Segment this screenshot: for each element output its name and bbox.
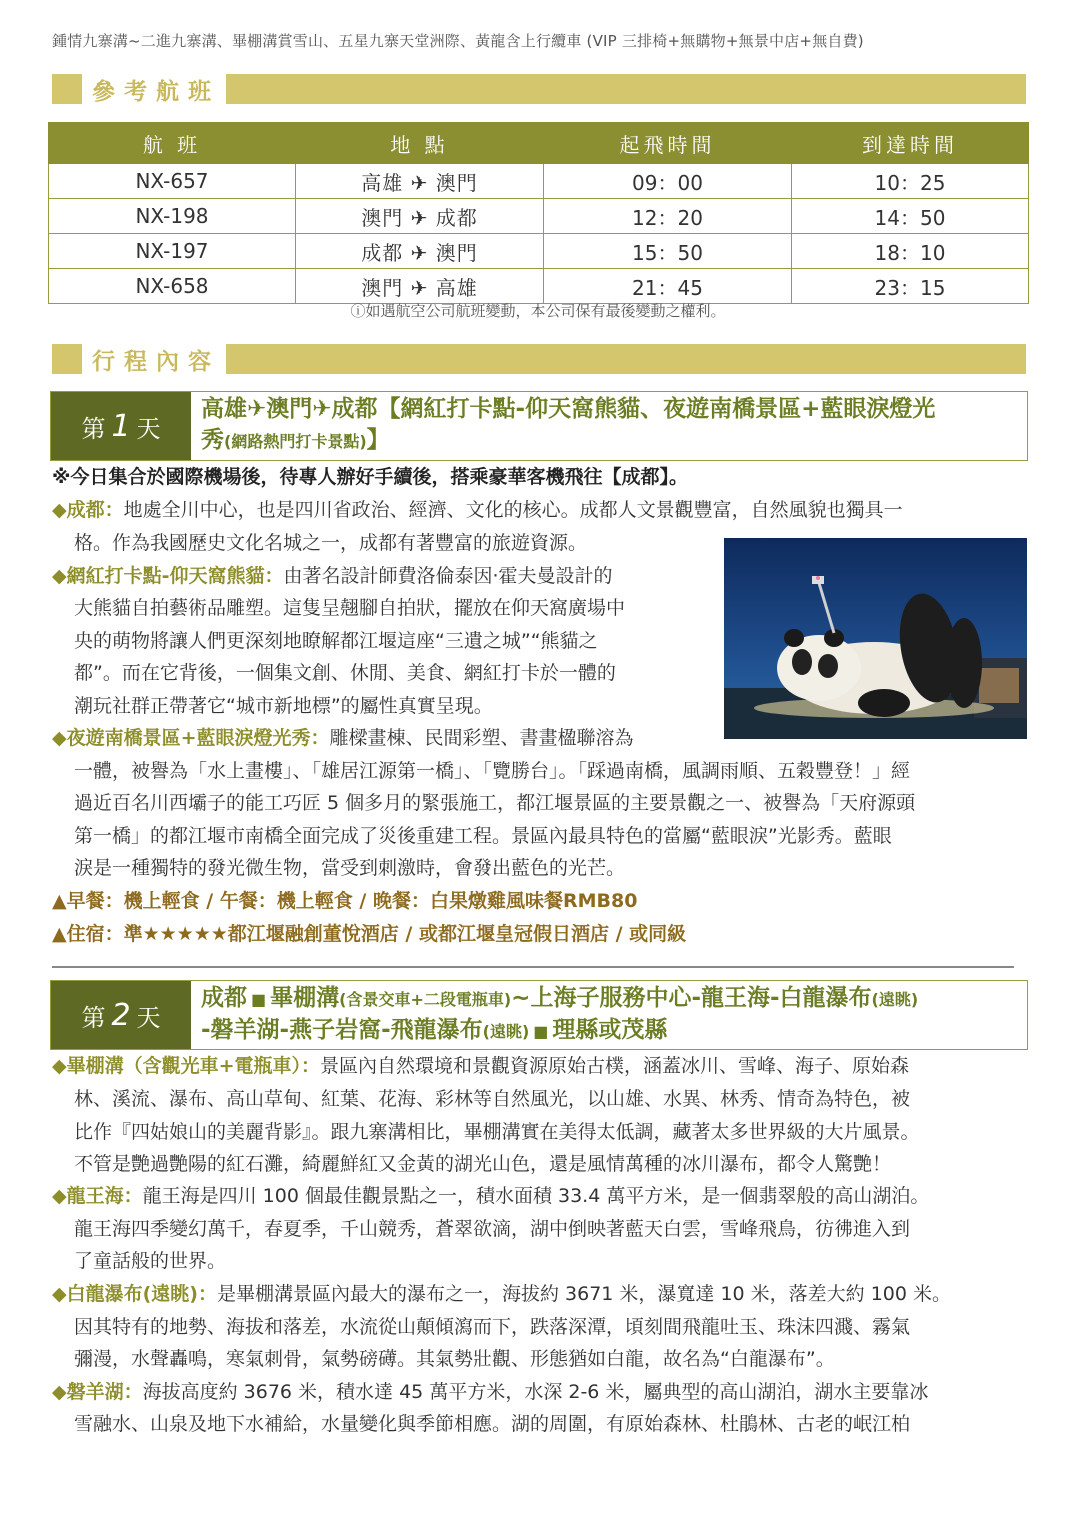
bridge-paragraph: ◆夜遊南橋景區+藍眼淚燈光秀：雕樑畫棟、民間彩塑、書畫楹聯溶為: [52, 727, 634, 749]
bridge-line2: 一體，被譽為「水上畫樓」、「雄居江源第一橋」、「覽勝台」。「踩過南橋，風調雨順、五穀豐登！」經: [74, 760, 911, 782]
arrival-time: 10：25: [792, 164, 1029, 199]
flights-section-header: [52, 74, 1026, 104]
itinerary-section-header: [52, 344, 1026, 374]
day1-title: 高雄✈澳門✈成都【網紅打卡點-仰天窩熊貓、夜遊南橋景區+藍眼淚燈光 秀(網路熱門打卡景點)】: [201, 396, 936, 453]
arrival-time: 18：10: [792, 234, 1029, 269]
itinerary-section-title: 行程內容: [92, 347, 220, 375]
page-title: 鍾情九寨溝~二進九寨溝、畢棚溝賞雪山、五星九寨天堂洲際、黃龍含上行纜車 (VIP 三排椅+無購物+無景中店+無自費): [52, 32, 864, 50]
col-arrival: 到達時間: [792, 123, 1029, 164]
day1-label: 第 1 天: [51, 392, 191, 460]
day1-meals: ▲早餐：機上輕食 / 午餐：機上輕食 / 晚餐：白果燉雞風味餐RMB80: [52, 890, 638, 912]
flight-number: NX-198: [49, 199, 296, 234]
panyang-paragraph: ◆磐羊湖：海拔高度約 3676 米，積水達 45 萬平方米，水深 2-6 米，屬典型的高山湖泊，湖水主要靠冰: [52, 1381, 929, 1403]
panyang-line2: 雪融水、山泉及地下水補給，水量變化與季節相應。湖的周圍，有原始森林、杜鵑林、古老的岷江柏: [74, 1413, 911, 1435]
flight-route: 成都 ✈ 澳門: [296, 234, 544, 269]
flight-number: NX-657: [49, 164, 296, 199]
col-departure: 起飛時間: [544, 123, 792, 164]
bipeng-line4: 不管是艷過艷陽的紅石灘，綺麗鮮紅又金黃的湖光山色，還是風情萬種的冰川瀑布，都令人驚艷！: [74, 1153, 892, 1175]
flight-route: 澳門 ✈ 成都: [296, 199, 544, 234]
day1-intro: ※今日集合於國際機場後，待專人辦好手續後，搭乘豪華客機飛往【成都】。: [52, 466, 688, 488]
longwang-paragraph: ◆龍王海：龍王海是四川 100 個最佳觀景點之一，積水面積 33.4 萬平方米，是一個翡翠般的高山湖泊。: [52, 1185, 930, 1207]
bridge-line5: 淚是一種獨特的發光微生物，當受到刺激時，會發出藍色的光芒。: [74, 857, 626, 879]
bipeng-line2: 林、溪流、瀑布、高山草甸、紅葉、花海、彩林等自然風光，以山雄、水異、林秀、情奇為特色，被: [74, 1088, 911, 1110]
departure-time: 09：00: [544, 164, 792, 199]
arrival-time: 14：50: [792, 199, 1029, 234]
bridge-line4: 第一橋」的都江堰市南橋全面完成了災後重建工程。景區內最具特色的當屬“藍眼淚”光影秀。藍眼: [74, 825, 892, 847]
col-flight: 航 班: [49, 123, 296, 164]
bailong-paragraph: ◆白龍瀑布(遠眺)：是畢棚溝景區內最大的瀑布之一，海拔約 3671 米，瀑寬達 10 米，落差大約 100 米。: [52, 1283, 952, 1305]
departure-time: 12：20: [544, 199, 792, 234]
departure-time: 21：45: [544, 269, 792, 304]
table-row: [49, 199, 1029, 234]
divider: [52, 966, 1014, 968]
flight-change-note: ⓘ如遇航空公司航班變動，本公司保有最後變動之權利。: [350, 302, 726, 320]
flight-route: 高雄 ✈ 澳門: [296, 164, 544, 199]
chengdu-paragraph: ◆成都：地處全川中心，也是四川省政治、經濟、文化的核心。成都人文景觀豐富，自然風貌也獨具一: [52, 499, 903, 521]
day1-header: [50, 391, 1028, 461]
flight-number: NX-197: [49, 234, 296, 269]
chengdu-line2: 格。作為我國歷史文化名城之一，成都有著豐富的旅遊資源。: [74, 532, 588, 554]
day1-hotel: ▲住宿：準★★★★★都江堰融創董悅酒店 / 或都江堰皇冠假日酒店 / 或同級: [52, 923, 687, 945]
panda-paragraph: ◆網紅打卡點-仰天窩熊貓：由著名設計師費洛倫泰因·霍夫曼設計的: [52, 565, 613, 587]
panda-line5: 潮玩社群正帶著它“城市新地標”的屬性真實呈現。: [74, 695, 493, 717]
bailong-line2: 因其特有的地勢、海拔和落差，水流從山顛傾瀉而下，跌落深潭，頃刻間飛龍吐玉、珠沫四濺、霧氣: [74, 1316, 911, 1338]
bus-icon: ■: [251, 990, 267, 1009]
flight-number: NX-658: [49, 269, 296, 304]
bus-icon: ■: [533, 1022, 549, 1041]
longwang-line2: 龍王海四季變幻萬千，春夏季，千山競秀，蒼翠欲滴，湖中倒映著藍天白雲，雪峰飛鳥，彷彿進入到: [74, 1218, 911, 1240]
bipeng-paragraph: ◆畢棚溝（含觀光車+電瓶車）：景區內自然環境和景觀資源原始古樸，涵蓋冰川、雪峰、海子、原始森: [52, 1055, 910, 1077]
bipeng-line3: 比作『四姑娘山的美麗背影』。跟九寨溝相比，畢棚溝實在美得太低調，藏著太多世界級的大片風景。: [74, 1121, 920, 1143]
bailong-line3: 彌漫，水聲轟鳴，寒氣刺骨，氣勢磅礡。其氣勢壯觀、形態猶如白龍，故名為“白龍瀑布”。: [74, 1348, 835, 1370]
flight-route: 澳門 ✈ 高雄: [296, 269, 544, 304]
arrival-time: 23：15: [792, 269, 1029, 304]
col-route: 地 點: [296, 123, 544, 164]
table-row: [49, 164, 1029, 199]
panda-line3: 央的萌物將讓人們更深刻地瞭解都江堰這座“三遺之城”“熊貓之: [74, 630, 598, 652]
table-row: [49, 234, 1029, 269]
longwang-line3: 了童話般的世界。: [74, 1250, 227, 1272]
table-row: [49, 269, 1029, 304]
panda-sculpture-image: [724, 538, 1027, 739]
day2-label: 第 2 天: [51, 981, 191, 1049]
flights-table: [48, 122, 1029, 304]
day2-title: 成都 ■ 畢棚溝(含景交車+二段電瓶車)~上海子服務中心-龍王海-白龍瀑布(遠眺) -磐羊湖-燕子岩窩-飛龍瀑布(遠眺) ■ 理縣或茂縣: [201, 985, 919, 1043]
flights-section-title: 參考航班: [92, 77, 220, 105]
departure-time: 15：50: [544, 234, 792, 269]
flights-table-header: [49, 123, 1029, 164]
day2-header: [50, 980, 1028, 1050]
bridge-line3: 過近百名川西壩子的能工巧匠 5 個多月的緊張施工，都江堰景區的主要景觀之一、被譽為「天府源頭: [74, 792, 916, 814]
panda-line4: 都”。而在它背後，一個集文創、休閒、美食、網紅打卡於一體的: [74, 662, 616, 684]
panda-line2: 大熊貓自拍藝術品雕塑。這隻呈翹腳自拍狀，擺放在仰天窩廣場中: [74, 597, 626, 619]
